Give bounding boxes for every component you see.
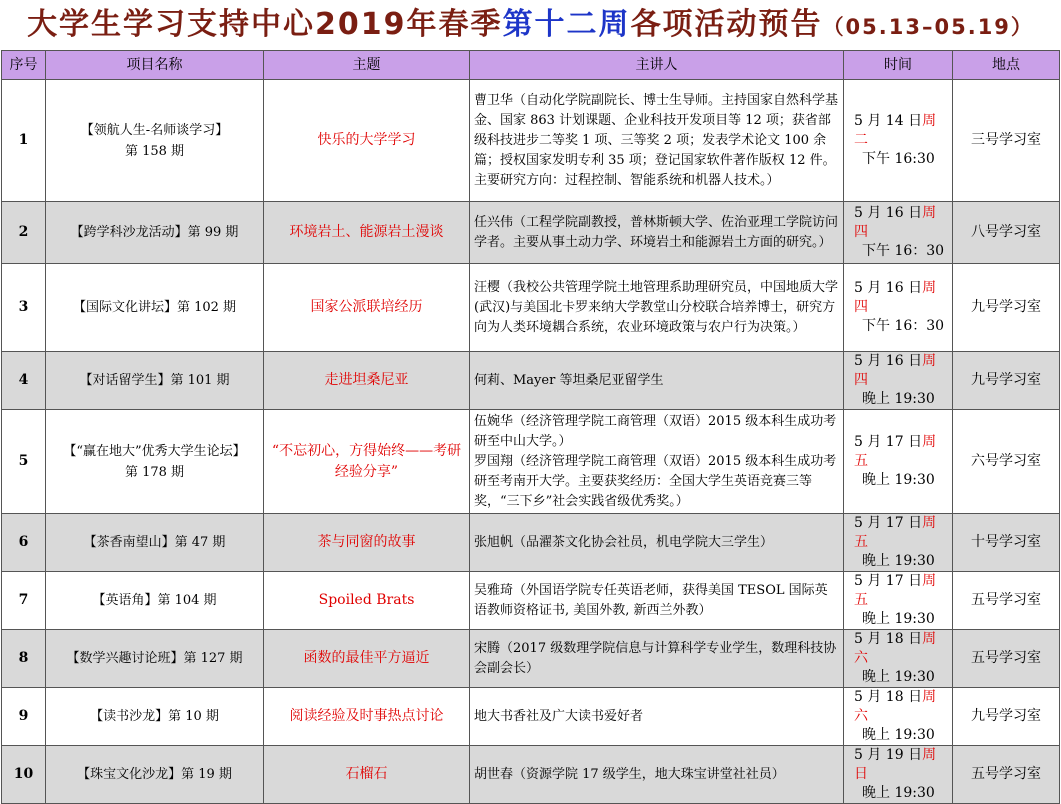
row-number: 6 <box>2 514 46 572</box>
project-name <box>46 572 264 630</box>
project-name <box>46 202 264 264</box>
topic: 石榴石 <box>264 746 470 804</box>
clock-time: 晚上 19:30 <box>862 391 935 407</box>
time <box>844 80 953 202</box>
topic: Spoiled Brats <box>264 572 470 630</box>
page-title <box>0 0 1061 50</box>
header-number: 序号 <box>2 51 46 80</box>
weekday: 周六 <box>854 631 937 666</box>
project-name <box>46 514 264 572</box>
table-row <box>2 514 1060 572</box>
weekday: 周四 <box>854 353 937 388</box>
topic: 茶与同窗的故事 <box>264 514 470 572</box>
speaker: 曹卫华（自动化学院副院长、博士生导师。主持国家自然科学基金、国家 863 计划课题、企业科技开发项目等 12 项；获省部级科技进步二等奖 1 项、三等奖 2 项；发表学术论文 100 余篇；授权国家发明专利 35 项；登记国家软件著作版权 12 件。主要研究方向：过程控制、智能系统和机器人技术。） <box>470 80 844 202</box>
clock-time: 晚上 19:30 <box>862 553 935 569</box>
table-row <box>2 352 1060 410</box>
time <box>844 688 953 746</box>
speaker: 何莉、Mayer 等坦桑尼亚留学生 <box>470 352 844 410</box>
clock-time: 晚上 19:30 <box>862 669 935 685</box>
time <box>844 514 953 572</box>
project-name-line: 【珠宝文化沙龙】第 19 期 <box>77 767 232 782</box>
project-name-line: 【茶香南望山】第 47 期 <box>83 535 226 550</box>
project-name-line: 【跨学科沙龙活动】第 99 期 <box>70 225 239 240</box>
table-row <box>2 80 1060 202</box>
location: 九号学习室 <box>953 352 1060 410</box>
title-suffix: 各项活动预告 <box>630 7 823 42</box>
location: 九号学习室 <box>953 264 1060 352</box>
weekday: 周六 <box>854 689 937 724</box>
topic: 走进坦桑尼亚 <box>264 352 470 410</box>
speaker: 宋腾（2017 级数理学院信息与计算科学专业学生，数理科技协会副会长） <box>470 630 844 688</box>
activity-table <box>1 50 1060 804</box>
topic: “不忘初心，方得始终——考研经验分享” <box>264 410 470 514</box>
location: 三号学习室 <box>953 80 1060 202</box>
header-location: 地点 <box>953 51 1060 80</box>
time <box>844 572 953 630</box>
weekday: 周五 <box>854 515 937 550</box>
weekday: 周日 <box>854 747 937 782</box>
row-number: 2 <box>2 202 46 264</box>
time <box>844 352 953 410</box>
clock-time: 下午 16:30 <box>862 151 935 167</box>
topic: 环境岩土、能源岩土漫谈 <box>264 202 470 264</box>
speaker: 吴雅琦（外国语学院专任英语老师，获得美国 TESOL 国际英语教师资格证书, 美国外教, 新西兰外教） <box>470 572 844 630</box>
date: 5 月 16 日 <box>854 353 923 369</box>
table-row <box>2 746 1060 804</box>
speaker: 任兴伟（工程学院副教授，普林斯顿大学、佐治亚理工学院访问学者。主要从事土动力学、环境岩土和能源岩土方面的研究。） <box>470 202 844 264</box>
location: 九号学习室 <box>953 688 1060 746</box>
date: 5 月 18 日 <box>854 689 923 705</box>
project-name-line: 【对话留学生】第 101 期 <box>79 373 230 388</box>
weekday: 周四 <box>854 205 937 240</box>
project-name <box>46 746 264 804</box>
project-name <box>46 410 264 514</box>
project-name-line: 【领航人生-名师谈学习】 <box>80 122 229 138</box>
topic: 国家公派联培经历 <box>264 264 470 352</box>
header-time: 时间 <box>844 51 953 80</box>
date: 5 月 17 日 <box>854 434 923 450</box>
location: 六号学习室 <box>953 410 1060 514</box>
date: 5 月 16 日 <box>854 205 923 221</box>
location: 五号学习室 <box>953 572 1060 630</box>
project-name <box>46 264 264 352</box>
speaker: 汪樱（我校公共管理学院土地管理系助理研究员，中国地质大学(武汉)与美国北卡罗来纳大学教堂山分校联合培养博士，研究方向为人类环境耦合系统，农业环境政策与农户行为决策。） <box>470 264 844 352</box>
time <box>844 264 953 352</box>
clock-time: 下午 16：30 <box>862 243 945 259</box>
project-name-line: 第 158 期 <box>124 143 185 159</box>
project-name <box>46 352 264 410</box>
clock-time: 晚上 19:30 <box>862 727 935 743</box>
clock-time: 晚上 19:30 <box>862 611 935 627</box>
date: 5 月 14 日 <box>854 113 923 129</box>
table-row <box>2 264 1060 352</box>
title-main: 大学生学习支持中心2019年春季 <box>27 7 503 42</box>
project-name-line: 【国际文化讲坛】第 102 期 <box>72 300 237 315</box>
time <box>844 630 953 688</box>
topic: 函数的最佳平方逼近 <box>264 630 470 688</box>
clock-time: 晚上 19:30 <box>862 785 935 801</box>
location: 八号学习室 <box>953 202 1060 264</box>
table-row <box>2 202 1060 264</box>
time <box>844 410 953 514</box>
location: 十号学习室 <box>953 514 1060 572</box>
table-row <box>2 410 1060 514</box>
speaker: 伍婉华（经济管理学院工商管理（双语）2015 级本科生成功考研至中山大学。） 罗国翔（经济管理学院工商管理（双语）2015 级本科生成功考研至考南开大学。主要获奖经历：全国大学生英语竞赛三等奖，“三下乡”社会实践省级优秀奖。） <box>470 410 844 514</box>
header-project-name: 项目名称 <box>46 51 264 80</box>
project-name <box>46 688 264 746</box>
project-name-line: 【数学兴趣讨论班】第 127 期 <box>66 651 243 666</box>
speaker: 胡世春（资源学院 17 级学生，地大珠宝讲堂社社员） <box>470 746 844 804</box>
date: 5 月 19 日 <box>854 747 923 763</box>
header-topic: 主题 <box>264 51 470 80</box>
speaker: 地大书香社及广大读书爱好者 <box>470 688 844 746</box>
topic: 快乐的大学学习 <box>264 80 470 202</box>
title-week: 第十二周 <box>502 7 631 42</box>
date: 5 月 16 日 <box>854 280 923 296</box>
project-name <box>46 80 264 202</box>
weekday: 周五 <box>854 573 937 608</box>
row-number: 10 <box>2 746 46 804</box>
clock-time: 晚上 19:30 <box>862 472 935 488</box>
time <box>844 202 953 264</box>
table-row <box>2 688 1060 746</box>
project-name-line: 【“赢在地大”优秀大学生论坛】 <box>63 443 246 459</box>
time <box>844 746 953 804</box>
clock-time: 下午 16：30 <box>862 318 945 334</box>
table-row <box>2 572 1060 630</box>
weekday: 周五 <box>854 434 937 469</box>
table-row <box>2 630 1060 688</box>
project-name-line: 第 178 期 <box>124 464 185 480</box>
topic: 阅读经验及时事热点讨论 <box>264 688 470 746</box>
project-name <box>46 630 264 688</box>
title-date-range: （05.13–05.19） <box>822 15 1034 39</box>
row-number: 8 <box>2 630 46 688</box>
project-name-line: 【英语角】第 104 期 <box>92 593 217 608</box>
date: 5 月 18 日 <box>854 631 923 647</box>
row-number: 4 <box>2 352 46 410</box>
weekday: 周二 <box>854 113 937 148</box>
row-number: 3 <box>2 264 46 352</box>
speaker: 张旭帆（品濯茶文化协会社员，机电学院大三学生） <box>470 514 844 572</box>
project-name-line: 【读书沙龙】第 10 期 <box>90 709 219 724</box>
date: 5 月 17 日 <box>854 515 923 531</box>
date: 5 月 17 日 <box>854 573 923 589</box>
row-number: 7 <box>2 572 46 630</box>
row-number: 5 <box>2 410 46 514</box>
row-number: 1 <box>2 80 46 202</box>
table-header-row <box>2 51 1060 80</box>
row-number: 9 <box>2 688 46 746</box>
weekday: 周四 <box>854 280 937 315</box>
location: 五号学习室 <box>953 630 1060 688</box>
header-speaker: 主讲人 <box>470 51 844 80</box>
location: 五号学习室 <box>953 746 1060 804</box>
